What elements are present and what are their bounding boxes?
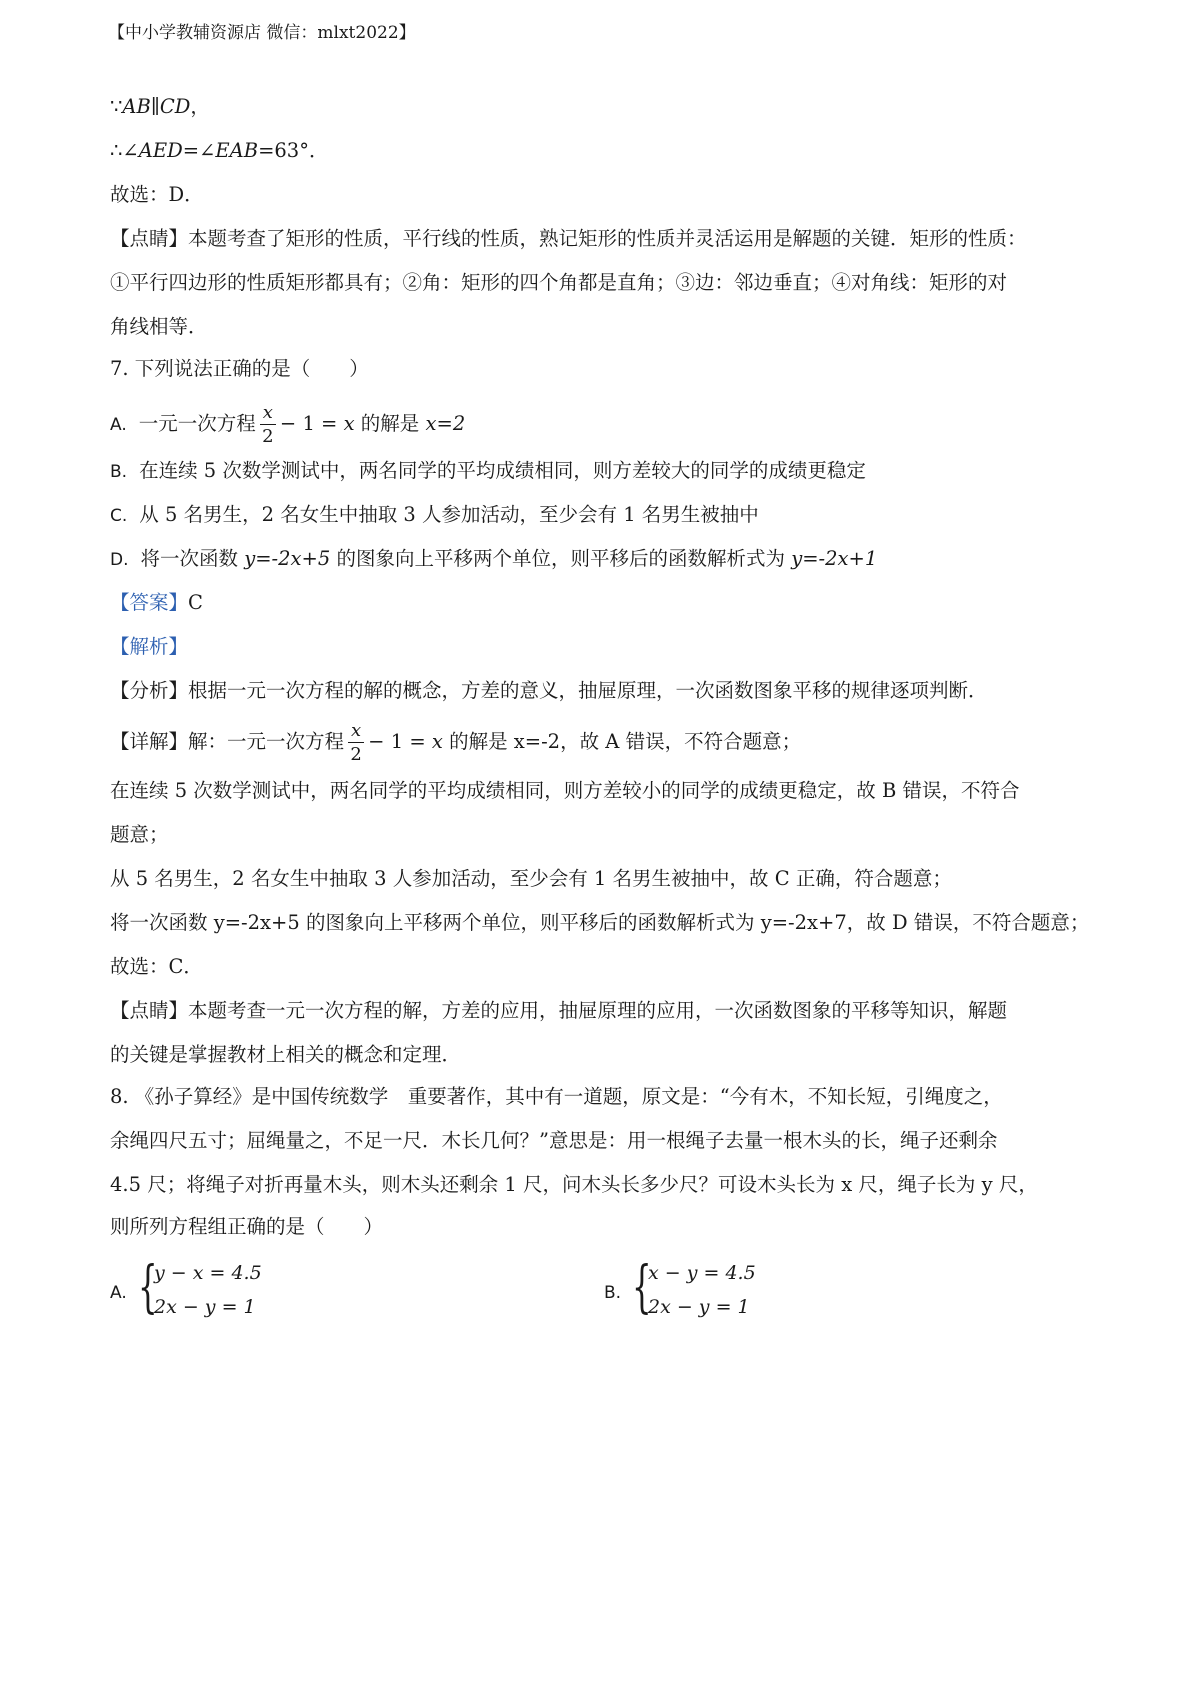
q7-comment-line-1: 【点睛】本题考查一元一次方程的解，方差的应用，抽屉原理的应用，一次函数图象的平移等知识，解题 <box>110 999 1008 1022</box>
answer-tag: 【答案】 <box>110 591 189 614</box>
left-brace: { <box>138 1255 158 1320</box>
answer-value: C <box>188 591 203 614</box>
detail-d-line: 将一次函数 y=-2x+5 的图象向上平移两个单位，则平移后的函数解析式为 y=-2x+7，故 D 错误，不符合题意； <box>110 911 1090 934</box>
choose-d-line: 故选：D． <box>110 183 204 206</box>
option-a-answer: x=2 <box>425 412 466 435</box>
option-b-text: 在连续 5 次数学测试中，两名同学的平均成绩相同，则方差较大的同学的成绩更稳定 <box>139 459 866 482</box>
fenxi-line: 【分析】根据一元一次方程的解的概念，方差的意义，抽屉原理，一次函数图象平移的规律逐项判断． <box>110 679 988 702</box>
q7-option-c <box>110 502 759 529</box>
option-a-text: 一元一次方程 <box>138 412 256 435</box>
prev-comment-line-3: 角线相等． <box>110 315 208 338</box>
q8-stem-line-3: 4.5 尺；将绳子对折再量木头，则木头还剩余 1 尺，问木头长多少尺？可设木头长为 x 尺，绳子长为 y 尺， <box>110 1173 1038 1196</box>
fraction-numerator: x <box>260 404 276 425</box>
equation-rhs: x <box>343 412 355 435</box>
system-b-row-2: 2x − y = 1 <box>648 1296 750 1318</box>
angle-eab: EAB <box>215 139 259 162</box>
q7-option-b <box>110 458 866 485</box>
detail-b-line-2: 题意； <box>110 823 169 846</box>
q7-comment-line-2: 的关键是掌握教材上相关的概念和定理． <box>110 1043 462 1066</box>
given-line <box>110 94 210 120</box>
fraction-x-over-2 <box>260 401 276 447</box>
left-brace: { <box>632 1255 652 1320</box>
q8-option-b-label <box>604 1279 633 1306</box>
option-d-function-2: y=-2x+1 <box>791 547 878 570</box>
option-a-label: A. <box>110 415 127 435</box>
equation-rhs: x <box>431 730 443 753</box>
xiangjie-post: 的解是 x=-2，故 A 错误，不符合题意； <box>449 730 802 753</box>
because-symbol: ∵ <box>110 95 123 118</box>
detail-c-line: 从 5 名男生，2 名女生中抽取 3 人参加活动，至少会有 1 名男生被抽中，故 C 正确，符合题意； <box>110 867 952 890</box>
q8-stem-line-1: 8. 《孙子算经》是中国传统数学 重要著作，其中有一道题，原文是：“今有木，不知长短，引绳度之， <box>110 1085 1003 1108</box>
q7-stem: 7. 下列说法正确的是（ ） <box>110 357 369 380</box>
prev-comment-line-2: ①平行四边形的性质矩形都具有；②角：矩形的四个角都是直角；③边：邻边垂直；④对角线：矩形的对 <box>110 271 1008 294</box>
angle-value: =63°． <box>258 139 329 162</box>
option-b-label: B. <box>604 1283 622 1303</box>
option-d-text-2: 的图象向上平移两个单位，则平移后的函数解析式为 <box>330 547 792 570</box>
parallel-statement: AB∥CD <box>122 95 191 118</box>
option-d-function: y=-2x+5 <box>244 547 331 570</box>
detail-b-line-1: 在连续 5 次数学测试中，两名同学的平均成绩相同，则方差较小的同学的成绩更稳定，故 B 错误，不符合 <box>110 779 1020 802</box>
system-b-row-1: x − y = 4.5 <box>648 1262 756 1284</box>
fraction-numerator: x <box>348 722 364 743</box>
q8-option-a-label <box>110 1279 139 1306</box>
option-d-text-1: 将一次函数 <box>140 547 245 570</box>
q7-option-a <box>110 396 465 453</box>
equals-angle: =∠ <box>182 139 216 162</box>
system-a-row-1: y − x = 4.5 <box>154 1262 262 1284</box>
angle-aed: AED <box>138 139 183 162</box>
xiangjie-line <box>110 714 801 770</box>
system-a-row-2: 2x − y = 1 <box>154 1296 256 1318</box>
comma: ， <box>190 95 210 118</box>
option-a-label: A. <box>110 1283 127 1303</box>
equation-rest: − 1 = <box>368 730 426 753</box>
answer-line <box>110 590 203 616</box>
option-b-label: B. <box>110 462 128 482</box>
choose-c-line: 故选：C． <box>110 955 203 978</box>
xiangjie-pre: 【详解】解：一元一次方程 <box>110 730 345 753</box>
q8-stem-line-4: 则所列方程组正确的是（ ） <box>110 1215 384 1238</box>
equation-rest: − 1 = <box>279 412 338 435</box>
analysis-tag: 【解析】 <box>110 635 189 658</box>
page-header: 【中小学教辅资源店 微信：mlxt2022】 <box>108 23 416 43</box>
option-d-label: D. <box>110 550 129 570</box>
fraction-denominator: 2 <box>350 743 362 765</box>
option-a-post: 的解是 <box>360 412 420 435</box>
option-c-label: C. <box>110 506 128 526</box>
prev-comment-line-1: 【点睛】本题考查了矩形的性质，平行线的性质，熟记矩形的性质并灵活运用是解题的关键．矩形的性质： <box>110 227 1027 250</box>
option-c-text: 从 5 名男生，2 名女生中抽取 3 人参加活动，至少会有 1 名男生被抽中 <box>139 503 759 526</box>
angle-symbol: ∠ <box>122 139 139 162</box>
therefore-line <box>110 138 328 164</box>
therefore-symbol: ∴ <box>110 139 123 162</box>
fraction-denominator: 2 <box>262 425 274 447</box>
q8-stem-line-2: 余绳四尺五寸；屈绳量之，不足一尺．木长几何？”意思是：用一根绳子去量一根木头的长，绳子还剩余 <box>110 1129 998 1152</box>
fraction-x-over-2-detail <box>348 719 364 765</box>
q7-option-d <box>110 546 877 573</box>
